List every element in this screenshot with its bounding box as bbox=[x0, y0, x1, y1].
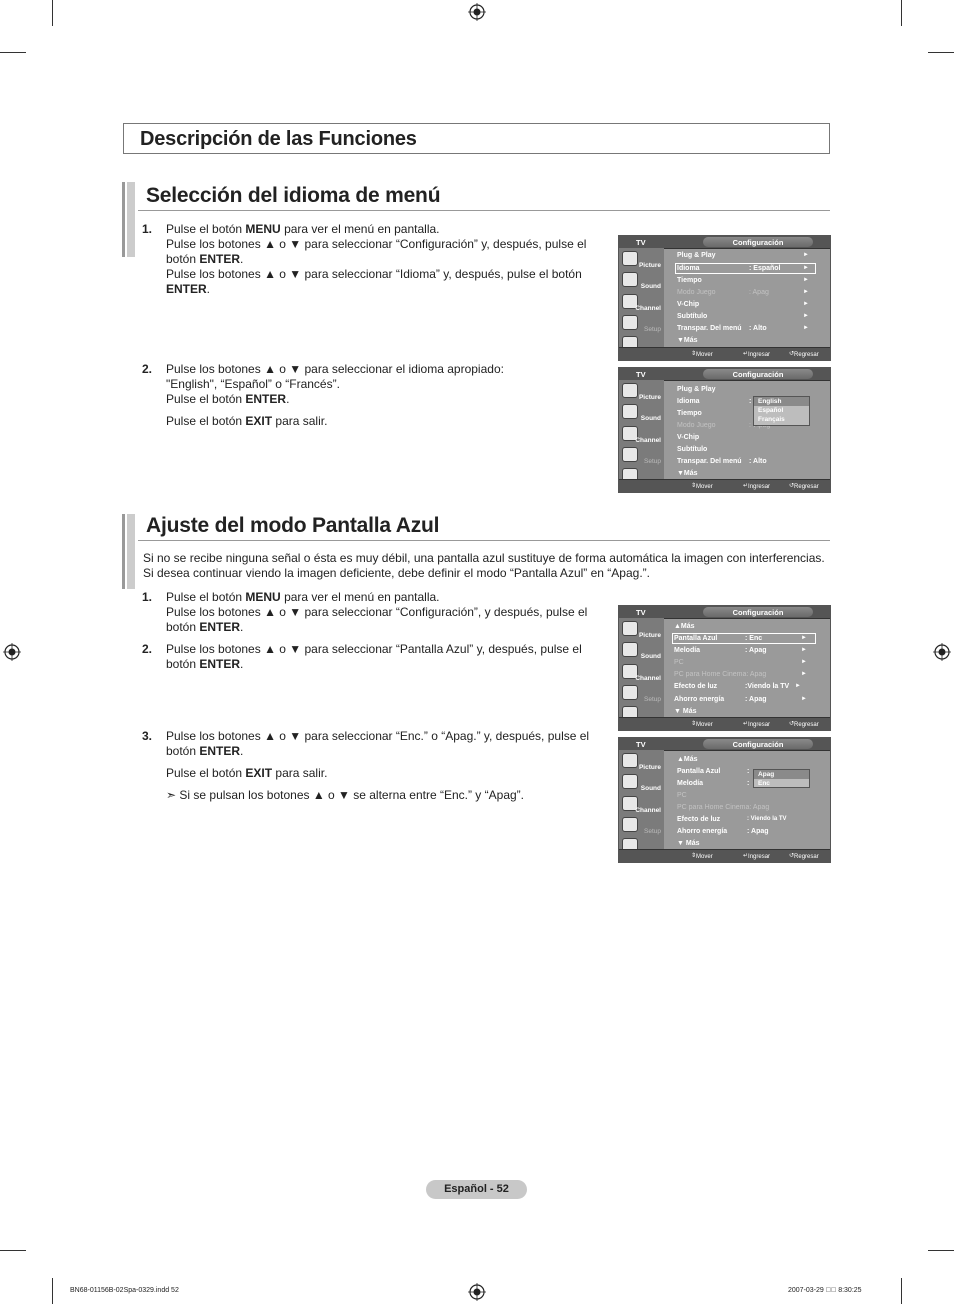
osd-menu-panel: TV Configuración Picture Sound Channel Setup Plug & Play Idioma : Español Tiempo Modo Juego : Apag V-Chip Subtítulo Transpar. Del menú : Alto ▼Más ► ► ► ► ► ► ► ⇕ Mover ↵ Ingresar ↺ Regresar bbox=[618, 235, 831, 361]
page-number-badge: Español - 52 bbox=[426, 1180, 527, 1199]
arrow-right-icon: ► bbox=[803, 313, 809, 319]
main-title: Descripción de las Funciones bbox=[140, 128, 417, 150]
setup-icon bbox=[622, 685, 638, 700]
step-number: 2. bbox=[142, 642, 153, 656]
menu-item: Pantalla Azul bbox=[674, 635, 718, 642]
menu-item: ▲Más bbox=[674, 623, 695, 630]
osd-menu-panel: TV Configuración Picture Sound Channel Setup Plug & Play Idioma : Tiempo Modo Juego : V-Chip Subtítulo Transpar. Del menú : Alto ▼Más English Español Français ⇕ Mover ↵ Ingresar ↺ Regresar bbox=[618, 367, 831, 493]
menu-item: Efecto de luz bbox=[677, 816, 721, 823]
crop-mark bbox=[901, 0, 902, 26]
menu-item: Efecto de luz bbox=[674, 683, 718, 690]
arrow-right-icon: ► bbox=[803, 325, 809, 331]
menu-item: Idioma bbox=[677, 265, 700, 272]
crop-mark bbox=[901, 1278, 902, 1304]
arrow-right-icon: ► bbox=[803, 277, 809, 283]
section-title: Ajuste del modo Pantalla Azul bbox=[146, 514, 440, 537]
menu-item: Tiempo bbox=[677, 277, 702, 284]
section-title: Selección del idioma de menú bbox=[146, 184, 441, 207]
crop-mark bbox=[928, 1250, 954, 1251]
section-bar bbox=[127, 514, 135, 589]
crop-mark bbox=[928, 52, 954, 53]
menu-item: Transpar. Del menú bbox=[677, 325, 742, 332]
menu-item: Ahorro energía bbox=[674, 696, 725, 703]
menu-item: Pantalla Azul bbox=[677, 768, 721, 775]
menu-item: ▼Más bbox=[677, 470, 698, 477]
menu-item: Plug & Play bbox=[677, 252, 716, 259]
setup-icon bbox=[622, 817, 638, 832]
step-text: Pulse los botones ▲ o ▼ para seleccionar el idioma apropiado: "English", “Español” o “Francés”. Pulse el botón ENTER. Pulse el botón EXIT para salir. bbox=[166, 362, 504, 428]
section-divider bbox=[138, 210, 830, 211]
registration-mark-icon bbox=[468, 3, 486, 21]
arrow-right-icon: ► bbox=[795, 683, 801, 689]
crop-mark bbox=[52, 0, 53, 26]
language-dropdown: English Español Français bbox=[753, 396, 810, 426]
arrow-right-icon: ► bbox=[801, 635, 807, 641]
step-text: Pulse el botón MENU para ver el menú en pantalla. Pulse los botones ▲ o ▼ para seleccionar “Configuración” y, después, pulse el botón ENTER. Pulse los botones ▲ o ▼ para seleccionar “Idioma” y, después, pulse el botón ENTER. bbox=[166, 222, 587, 296]
menu-item: Ahorro energía bbox=[677, 828, 728, 835]
menu-item: V-Chip bbox=[677, 434, 700, 441]
picture-icon bbox=[622, 251, 638, 266]
osd-menu-panel: TV Configuración Picture Sound Channel Setup ▲Más Pantalla Azul : Enc Melodía : Apag PC PC para Home Cinema: Apag Efecto de luz :Viendo la TV Ahorro energía : Apag ▼ Más ► ► ► ► ► ► ⇕ Mover ↵ Ingresar ↺ Regresar bbox=[618, 605, 831, 731]
note-arrow-icon: ➣ bbox=[166, 788, 177, 802]
picture-icon bbox=[622, 753, 638, 768]
crop-mark bbox=[0, 1250, 26, 1251]
menu-item: Transpar. Del menú bbox=[677, 458, 742, 465]
step-number: 1. bbox=[142, 222, 153, 236]
arrow-right-icon: ► bbox=[801, 671, 807, 677]
menu-item: ▼ Más bbox=[677, 840, 700, 847]
menu-item: PC bbox=[674, 659, 684, 666]
crop-mark bbox=[0, 52, 26, 53]
step-text: Pulse el botón MENU para ver el menú en pantalla. Pulse los botones ▲ o ▼ para seleccionar “Configuración”, y después, pulse el botón ENTER. bbox=[166, 590, 588, 634]
setup-icon bbox=[622, 447, 638, 462]
menu-item: PC para Home Cinema: Apag bbox=[674, 671, 767, 678]
crop-mark bbox=[52, 1278, 53, 1304]
print-footer-left: BN68-01156B-02Spa-0329.indd 52 bbox=[70, 1287, 179, 1294]
picture-icon bbox=[622, 621, 638, 636]
menu-item: Idioma bbox=[677, 398, 700, 405]
option-dropdown: Apag Enc bbox=[753, 769, 810, 788]
menu-item: ▲Más bbox=[677, 756, 698, 763]
sound-icon bbox=[622, 774, 638, 789]
step-text: Pulse los botones ▲ o ▼ para seleccionar “Enc.” o “Apag.” y, después, pulse el botón ENTER. Pulse el botón EXIT para salir. ➣ Si se pulsan los botones ▲ o ▼ se alterna entre “Enc.” y “Apag”. bbox=[166, 729, 590, 802]
intro-text: Si no se recibe ninguna señal o ésta es muy débil, una pantalla azul sustituye de forma automática la imagen con interferencias. Si desea continuar viendo la imagen deficiente, debe definir el modo “Pantalla Azul” en “Apag.”. bbox=[143, 551, 825, 580]
arrow-right-icon: ► bbox=[803, 265, 809, 271]
menu-item: Subtítulo bbox=[677, 313, 708, 320]
arrow-right-icon: ► bbox=[801, 659, 807, 665]
arrow-right-icon: ► bbox=[803, 289, 809, 295]
section-bar bbox=[122, 514, 125, 589]
main-title-box bbox=[123, 123, 830, 154]
registration-mark-icon bbox=[468, 1283, 486, 1301]
section-divider bbox=[138, 540, 830, 541]
step-number: 3. bbox=[142, 729, 153, 743]
section-bar bbox=[122, 182, 125, 257]
menu-item: Melodía bbox=[677, 780, 704, 787]
step-number: 2. bbox=[142, 362, 153, 376]
menu-item: Tiempo bbox=[677, 410, 702, 417]
menu-item: ▼ Más bbox=[674, 708, 697, 715]
registration-mark-icon bbox=[3, 643, 21, 661]
menu-item: Modo Juego bbox=[677, 289, 716, 296]
picture-icon bbox=[622, 383, 638, 398]
menu-item: Modo Juego bbox=[677, 422, 716, 429]
menu-item: PC para Home Cinema: Apag bbox=[677, 804, 770, 811]
sound-icon bbox=[622, 642, 638, 657]
registration-mark-icon bbox=[933, 643, 951, 661]
menu-item: ▼Más bbox=[677, 337, 698, 344]
sound-icon bbox=[622, 272, 638, 287]
menu-item: Subtítulo bbox=[677, 446, 708, 453]
arrow-right-icon: ► bbox=[803, 252, 809, 258]
print-footer-right: 2007-03-29 ￿￿ 8:30:25 bbox=[788, 1287, 862, 1294]
arrow-right-icon: ► bbox=[803, 301, 809, 307]
step-text: Pulse los botones ▲ o ▼ para seleccionar “Pantalla Azul” y, después, pulse el botón ENTER. bbox=[166, 642, 582, 671]
setup-icon bbox=[622, 315, 638, 330]
section-bar bbox=[127, 182, 135, 257]
menu-item: Melodía bbox=[674, 647, 701, 654]
arrow-right-icon: ► bbox=[801, 647, 807, 653]
arrow-right-icon: ► bbox=[801, 696, 807, 702]
step-number: 1. bbox=[142, 590, 153, 604]
osd-menu-panel: TV Configuración Picture Sound Channel Setup ▲Más Pantalla Azul : Melodía : PC PC para Home Cinema: Apag Efecto de luz : Viendo la TV Ahorro energía : Apag ▼ Más Apag Enc ⇕ Mover ↵ Ingresar ↺ Regresar bbox=[618, 737, 831, 863]
menu-item: V-Chip bbox=[677, 301, 700, 308]
menu-item: Plug & Play bbox=[677, 386, 716, 393]
sound-icon bbox=[622, 404, 638, 419]
menu-item: PC bbox=[677, 792, 687, 799]
